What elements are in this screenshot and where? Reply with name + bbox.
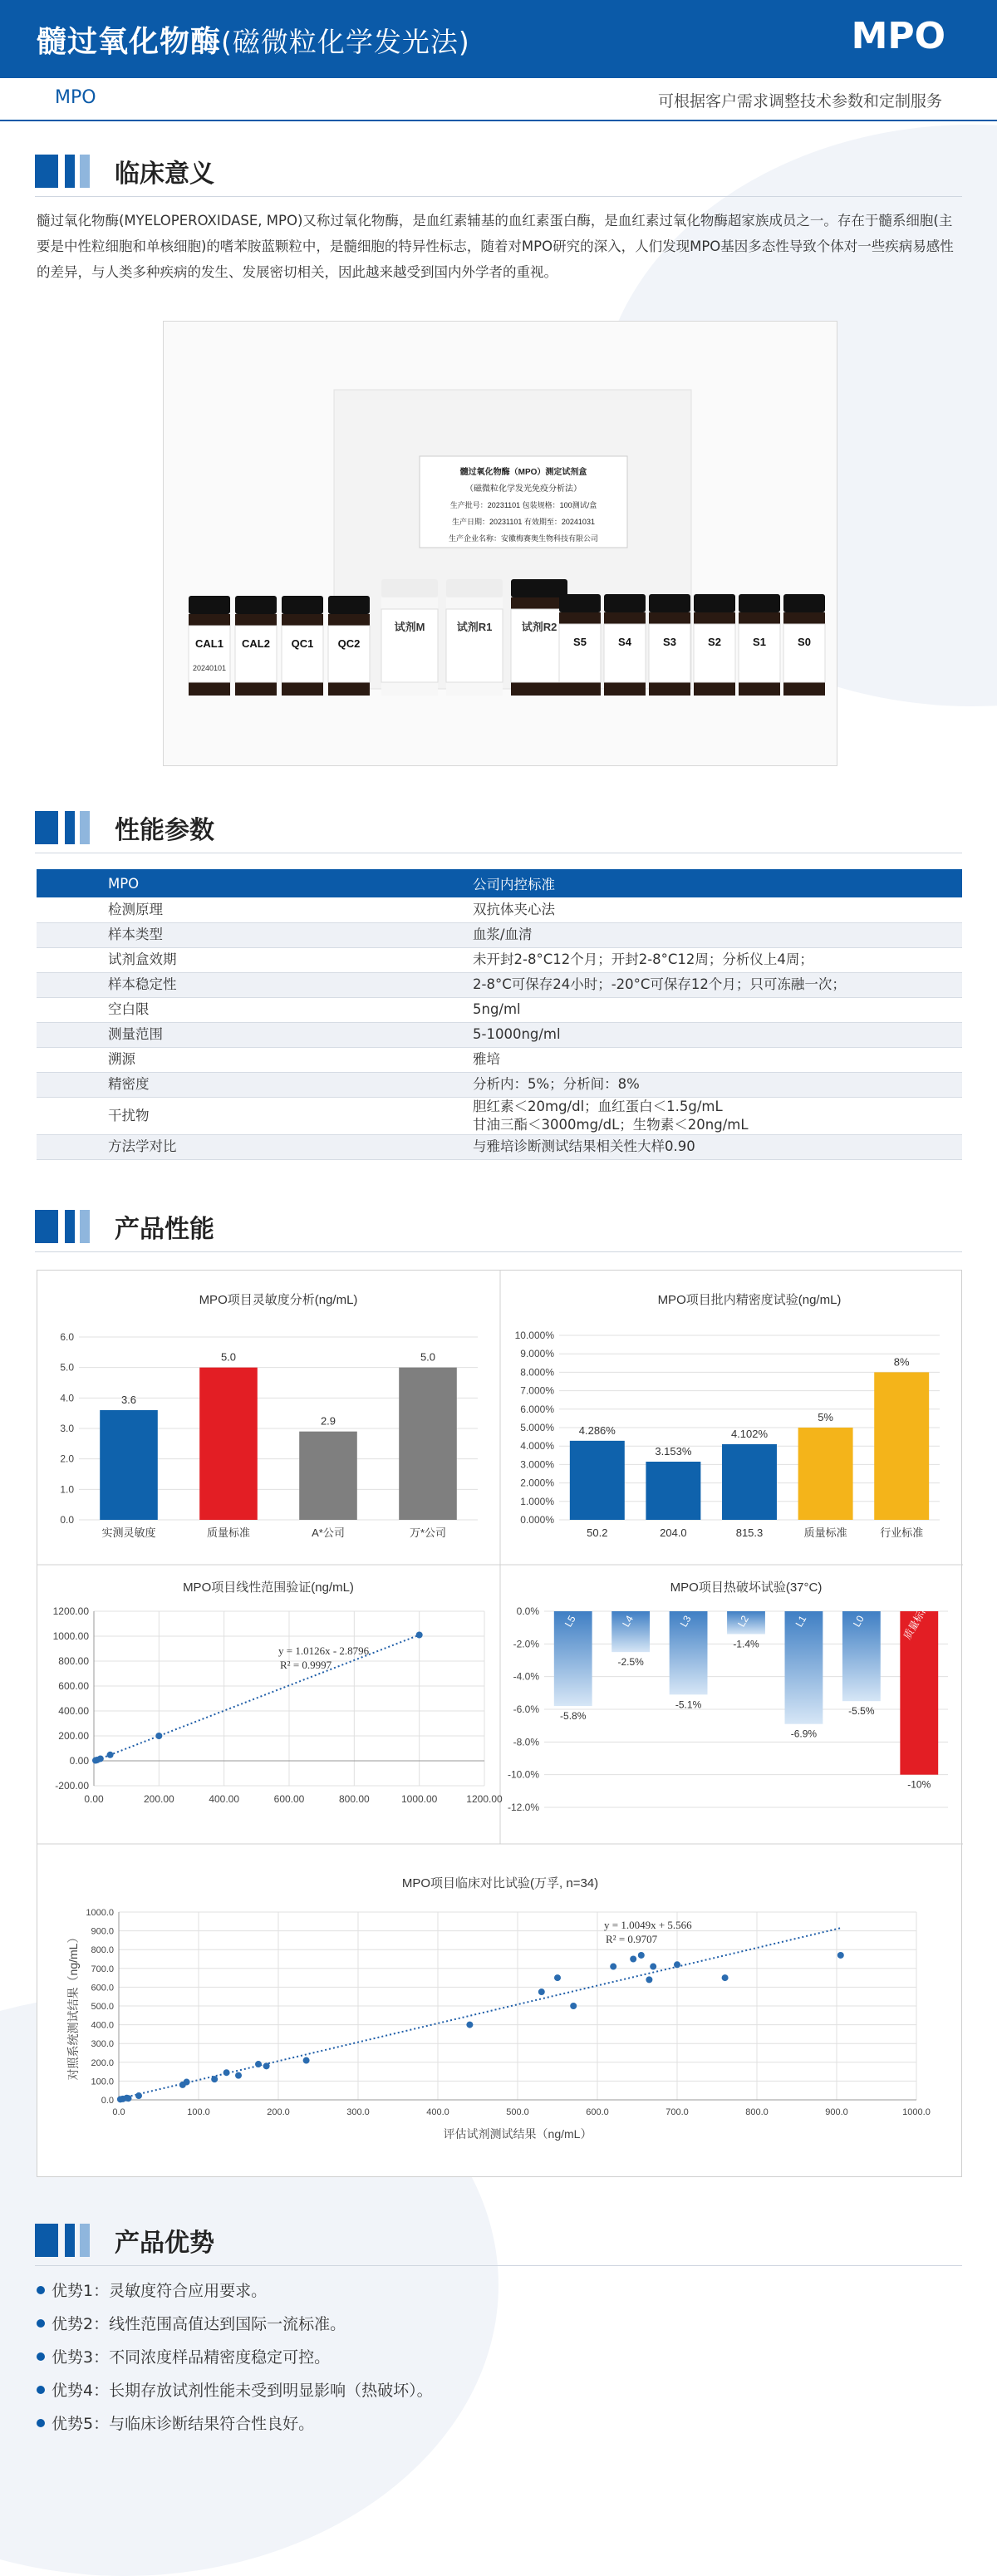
bar	[646, 1462, 700, 1520]
page-title	[37, 18, 470, 61]
vial-label	[189, 626, 230, 682]
data-label: -6.9%	[790, 1728, 818, 1740]
vial-label-text: S1	[753, 636, 766, 648]
vial-label-text: CAL2	[242, 637, 270, 650]
charts-panel	[37, 1270, 962, 2177]
data-label: 8%	[893, 1355, 910, 1369]
table-header-row	[37, 869, 962, 897]
bar	[399, 1368, 457, 1520]
vial-label-text: S0	[798, 636, 811, 648]
x-axis-label: 评估试剂测试结果（ng/mL）	[443, 2127, 592, 2141]
data-label: -5.1%	[675, 1698, 702, 1711]
data-point	[211, 2076, 218, 2082]
x-tick-label: L0	[850, 1613, 867, 1630]
vial-label	[604, 624, 646, 682]
x-tick-label: 815.3	[735, 1526, 764, 1539]
vial-label-text: QC1	[291, 637, 314, 650]
y-tick-label: 0.0	[101, 2096, 114, 2106]
y-tick-label: -12.0%	[507, 1802, 539, 1813]
data-point	[125, 2095, 132, 2102]
x-tick-label: A*公司	[312, 1526, 345, 1539]
y-tick-label: -8.0%	[513, 1736, 539, 1748]
sub-header-note: 可根据客户需求调整技术参数和定制服务	[657, 92, 942, 111]
x-tick-label: 0.0	[112, 2107, 125, 2117]
y-tick-label: -10.0%	[507, 1768, 539, 1781]
table-cell: 样本稳定性	[37, 972, 450, 997]
advantage-text: 优势4：长期存放试剂性能未受到明显影响（热破坏）。	[52, 2382, 433, 2400]
y-tick-label: 9.000%	[520, 1348, 554, 1360]
advantage-text: 优势1：灵敏度符合应用要求。	[52, 2282, 268, 2300]
x-tick-label: 1200.00	[466, 1793, 503, 1805]
data-point	[837, 1952, 844, 1959]
y-tick-label: 3.000%	[520, 1458, 554, 1471]
y-tick-label: 100.0	[91, 2077, 114, 2087]
vial-label	[649, 624, 690, 682]
table-cell: 分析内：5%；分析间：8%	[450, 1072, 962, 1097]
params-table	[37, 869, 962, 1160]
data-label: 4.286%	[578, 1423, 616, 1437]
vial-label	[783, 624, 825, 682]
y-tick-label: 500.0	[91, 2002, 114, 2012]
y-axis-label: 对照系统测试结果（ng/mL）	[66, 1931, 80, 2081]
table-cell: 精密度	[37, 1072, 450, 1097]
y-tick-label: 400.0	[91, 2020, 114, 2031]
table-cell: 方法学对比	[37, 1134, 450, 1159]
data-point	[135, 2092, 142, 2099]
table-cell: 样本类型	[37, 922, 450, 947]
table-row	[37, 1072, 962, 1097]
x-tick-label: 1000.0	[902, 2107, 931, 2117]
y-tick-label: 7.000%	[520, 1384, 554, 1397]
data-point	[223, 2069, 230, 2076]
table-cell: 未开封2-8°C12个月；开封2-8°C12周；分析仪上4周；	[450, 947, 962, 972]
bullet-icon	[37, 2386, 45, 2394]
table-row	[37, 972, 962, 997]
data-point	[255, 2061, 262, 2067]
x-tick-label: 800.00	[338, 1793, 370, 1805]
data-label: -1.4%	[733, 1638, 759, 1650]
data-label: 3.6	[120, 1394, 137, 1406]
y-tick-label: 4.0	[60, 1392, 74, 1404]
y-tick-label: 0.000%	[520, 1514, 554, 1526]
advantage-text: 优势3：不同浓度样品精密度稳定可控。	[52, 2348, 331, 2367]
heading-bar-icon	[80, 2224, 90, 2257]
table-row	[37, 1097, 962, 1134]
heading-bar-icon	[80, 811, 90, 844]
clinical-paragraph: 髓过氧化物酶(MYELOPEROXIDASE, MPO)又称过氧化物酶，是血红素辅基的血红素蛋白酶，是血红素过氧化物酶超家族成员之一。存在于髓系细胞(主要是中性粒细胞和单核细胞)的嗜苯胺蓝颗粒中，是髓细胞的特异性标志，随着对MPO研究的深入，人们发现MPO基因多态性导致个体对一些疾病易感性的差异，与人类多种疾病的发生、发展密切相关，因此越来越受到国内外学者的重视。	[37, 213, 954, 280]
table-cell: 干扰物	[37, 1097, 450, 1134]
bar	[798, 1428, 853, 1520]
sub-header-product: MPO	[55, 87, 96, 108]
y-tick-label: 8.000%	[520, 1366, 554, 1379]
kit-label-line: 生产企业名称：安徽梅赛奥生物科技有限公司	[448, 534, 599, 543]
x-tick-label: 600.00	[273, 1793, 305, 1805]
x-tick-label: 实测灵敏度	[101, 1526, 156, 1539]
table-row	[37, 1022, 962, 1047]
data-point	[184, 2079, 190, 2086]
product-photo	[163, 321, 837, 766]
vial-cap	[189, 596, 230, 614]
y-tick-label: -200.00	[55, 1780, 89, 1792]
data-point	[554, 1974, 561, 1981]
x-tick-label: 质量标准	[901, 1600, 931, 1642]
data-label: -10%	[907, 1778, 931, 1791]
y-tick-label: 6.0	[60, 1331, 74, 1343]
y-tick-label: 700.0	[91, 1964, 114, 1974]
y-tick-label: 0.0	[60, 1514, 74, 1526]
thermal-stability-chart	[508, 1580, 948, 1813]
data-point	[674, 1961, 680, 1968]
section-divider	[35, 1251, 962, 1252]
data-point	[630, 1956, 636, 1963]
bullet-icon	[37, 2419, 45, 2427]
x-tick-label: 200.0	[267, 2107, 290, 2117]
data-label: 5%	[818, 1411, 833, 1423]
data-point	[235, 2072, 242, 2079]
y-tick-label: 800.00	[58, 1655, 89, 1667]
data-point	[155, 1733, 162, 1739]
data-label: 5.0	[220, 1350, 237, 1364]
data-label: 4.102%	[730, 1427, 769, 1440]
bullet-icon	[37, 2319, 45, 2328]
heading-bar-icon	[80, 155, 90, 188]
vial-label-text: QC2	[337, 637, 361, 650]
section-divider	[35, 196, 962, 197]
table-header-cell: MPO	[37, 869, 450, 897]
x-tick-label: L1	[793, 1613, 809, 1630]
table-cell: 双抗体夹心法	[450, 897, 962, 922]
section-title: 产品性能	[115, 1215, 214, 1244]
data-label: 2.9	[320, 1414, 336, 1428]
x-tick-label: 200.00	[143, 1793, 174, 1805]
vial-label	[739, 624, 780, 682]
data-point	[722, 1974, 729, 1981]
y-tick-label: 1200.00	[52, 1605, 89, 1617]
data-point	[303, 2057, 310, 2064]
vial-label-text: S4	[618, 636, 631, 648]
y-tick-label: 400.00	[58, 1705, 89, 1717]
y-tick-label: -4.0%	[513, 1670, 539, 1683]
x-tick-label: 400.0	[426, 2107, 449, 2117]
section-title: 性能参数	[115, 816, 214, 845]
bullet-icon	[37, 2352, 45, 2361]
kit-label-line: 髓过氧化物酶（MPO）测定试剂盒	[459, 468, 587, 477]
data-point	[538, 1989, 545, 1995]
kit-label-line: 生产批号：20231101 包装规格：100测试/盒	[449, 501, 597, 509]
x-tick-label: 204.0	[660, 1526, 687, 1539]
trend-r2: R² = 0.9707	[606, 1933, 658, 1945]
data-label: -5.5%	[848, 1705, 875, 1718]
kit-label-line: 生产日期：20231101 有效期至：20241031	[452, 518, 595, 526]
chart-title: MPO项目临床对比试验(万孚, n=34)	[401, 1876, 599, 1890]
data-point	[416, 1632, 423, 1639]
y-tick-label: -6.0%	[513, 1703, 539, 1715]
vial-label	[235, 626, 277, 682]
vial-cap	[511, 579, 567, 597]
linearity-chart	[53, 1580, 503, 1805]
y-tick-label: 5.000%	[520, 1422, 554, 1433]
vial-label-text: 试剂M	[394, 621, 425, 633]
heading-bar-icon	[35, 811, 58, 844]
x-tick-label: L4	[620, 1613, 636, 1630]
data-point	[570, 2003, 577, 2009]
table-cell: 血浆/血清	[450, 922, 962, 947]
trend-r2: R² = 0.9997	[280, 1659, 332, 1671]
vial-label-text: CAL1	[195, 637, 223, 650]
table-cell: 检测原理	[37, 897, 450, 922]
chart-title: MPO项目批内精密度试验(ng/mL)	[657, 1293, 842, 1307]
x-tick-label: 900.0	[825, 2107, 848, 2117]
x-tick-label: 500.0	[506, 2107, 529, 2117]
clinical-comparison-chart	[66, 1876, 931, 2141]
y-tick-label: 600.0	[91, 1983, 114, 1993]
x-tick-label: 行业标准	[880, 1526, 924, 1539]
table-row	[37, 1047, 962, 1072]
heading-bar-icon	[65, 155, 75, 188]
vial-cap	[559, 594, 601, 612]
vial-label	[694, 624, 735, 682]
data-label: 5.0	[420, 1350, 436, 1364]
table-header-cell: 公司内控标准	[450, 869, 962, 897]
bullet-icon	[37, 2286, 45, 2294]
x-tick-label: 质量标准	[206, 1526, 251, 1539]
vial-cap	[282, 596, 323, 614]
y-tick-label: 6.000%	[520, 1403, 554, 1415]
data-point	[263, 2062, 270, 2069]
page-title-main: 髓过氧化物酶	[37, 25, 222, 59]
vial-label-text: 试剂R1	[456, 621, 493, 633]
bar	[785, 1611, 823, 1724]
vial-cap	[446, 579, 503, 597]
advantage-item	[37, 2279, 267, 2301]
vial-cap	[381, 579, 438, 597]
table-cell: 溯源	[37, 1047, 450, 1072]
y-tick-label: 1.000%	[520, 1495, 554, 1507]
table-cell: 测量范围	[37, 1022, 450, 1047]
advantage-item	[37, 2378, 433, 2401]
x-tick-label: 1000.00	[400, 1793, 438, 1805]
heading-bar-icon	[65, 2224, 75, 2257]
y-tick-label: 10.000%	[514, 1330, 554, 1341]
vial-label-text: S2	[708, 636, 721, 648]
advantage-item	[37, 2312, 346, 2334]
x-tick-label: 600.0	[586, 2107, 609, 2117]
vial-cap	[604, 594, 646, 612]
bar	[874, 1372, 929, 1520]
table-cell: 与雅培诊断测试结果相关性大样0.90	[450, 1134, 962, 1159]
x-tick-label: 50.2	[587, 1526, 608, 1539]
vial-cap	[694, 594, 735, 612]
y-tick-label: 200.00	[58, 1730, 89, 1742]
x-tick-label: L2	[735, 1613, 751, 1630]
y-tick-label: 2.000%	[520, 1477, 554, 1489]
x-tick-label: 700.0	[665, 2107, 689, 2117]
data-label: -5.8%	[560, 1710, 587, 1723]
vial-label-text: 试剂R2	[521, 621, 557, 633]
data-point	[650, 1964, 656, 1970]
product-photo-illustration	[164, 322, 838, 767]
table-row	[37, 947, 962, 972]
table-cell: 2-8°C可保存24小时；-20°C可保存12个月；只可冻融一次；	[450, 972, 962, 997]
advantage-text: 优势5：与临床诊断结果符合性良好。	[52, 2415, 315, 2433]
y-tick-label: 1000.0	[86, 1908, 114, 1918]
data-point	[646, 1976, 652, 1983]
y-tick-label: 1000.00	[52, 1630, 89, 1642]
table-cell: 试剂盒效期	[37, 947, 450, 972]
chart-title: MPO项目线性范围验证(ng/mL)	[183, 1581, 354, 1595]
trend-line	[94, 1635, 420, 1762]
table-row	[37, 997, 962, 1022]
section-divider	[35, 2265, 962, 2266]
y-tick-label: 5.0	[60, 1361, 74, 1374]
x-tick-label: 100.0	[187, 2107, 210, 2117]
table-cell: 雅培	[450, 1047, 962, 1072]
header-product-code: MPO	[851, 15, 945, 57]
data-point	[610, 1964, 616, 1970]
bar	[199, 1368, 258, 1520]
y-tick-label: 0.00	[69, 1755, 89, 1767]
y-tick-label: 600.00	[58, 1680, 89, 1692]
data-point	[638, 1952, 645, 1959]
vial-cap	[739, 594, 780, 612]
y-tick-label: 3.0	[60, 1423, 74, 1434]
y-tick-label: -2.0%	[513, 1638, 539, 1650]
x-tick-label: 400.00	[209, 1793, 240, 1805]
table-cell: 5ng/ml	[450, 997, 962, 1022]
data-point	[97, 1755, 104, 1762]
table-row	[37, 922, 962, 947]
heading-bar-icon	[65, 1210, 75, 1243]
y-tick-label: 1.0	[60, 1483, 74, 1496]
x-tick-label: 万*公司	[409, 1526, 447, 1539]
y-tick-label: 2.0	[60, 1453, 74, 1465]
y-tick-label: 300.0	[91, 2039, 114, 2050]
bar	[722, 1444, 777, 1520]
precision-chart	[515, 1292, 940, 1539]
data-point	[466, 2022, 473, 2028]
x-tick-label: 800.0	[745, 2107, 769, 2117]
table-cell: 5-1000ng/ml	[450, 1022, 962, 1047]
table-cell: 胆红素＜20mg/dl；血红蛋白＜1.5g/mL 甘油三酯＜3000mg/dL；生物素＜20ng/mL	[450, 1097, 962, 1134]
vial-label	[559, 624, 601, 682]
table-cell: 空白限	[37, 997, 450, 1022]
table-row	[37, 897, 962, 922]
data-label: -2.5%	[617, 1656, 644, 1669]
chart-title: MPO项目热破坏试验(37°C)	[670, 1581, 823, 1595]
vial-cap	[783, 594, 825, 612]
kit-label-line: （磁微粒化学发光免疫分析法）	[465, 484, 582, 494]
heading-bar-icon	[65, 811, 75, 844]
vial-cap	[328, 596, 370, 614]
x-tick-label: L3	[677, 1613, 694, 1630]
x-tick-label: 300.0	[346, 2107, 370, 2117]
x-tick-label: 质量标准	[803, 1526, 847, 1539]
heading-bar-icon	[80, 1210, 90, 1243]
y-tick-label: 900.0	[91, 1926, 114, 1937]
vial-cap	[649, 594, 690, 612]
y-tick-label: 800.0	[91, 1945, 114, 1956]
heading-bar-icon	[35, 1210, 58, 1243]
data-point	[107, 1752, 114, 1758]
sensitivity-chart	[60, 1292, 478, 1539]
advantage-text: 优势2：线性范围高值达到国际一流标准。	[52, 2315, 346, 2333]
heading-bar-icon	[35, 155, 58, 188]
vial-label-text: S3	[663, 636, 676, 648]
heading-bar-icon	[35, 2224, 58, 2257]
trend-equation: y = 1.0049x + 5.566	[604, 1919, 692, 1931]
bar	[299, 1432, 357, 1520]
vial-label	[328, 626, 370, 682]
bar	[570, 1441, 625, 1520]
vial-lot-text: 20240101	[193, 664, 227, 672]
trend-equation: y = 1.0126x - 2.8796	[278, 1644, 370, 1657]
y-tick-label: 200.0	[91, 2057, 114, 2068]
x-tick-label: L5	[562, 1613, 578, 1630]
x-tick-label: 0.00	[84, 1793, 104, 1805]
data-label: 3.153%	[655, 1445, 692, 1458]
y-tick-label: 0.0%	[516, 1605, 539, 1617]
section-title: 临床意义	[115, 160, 214, 189]
y-tick-label: 4.000%	[520, 1440, 554, 1453]
advantage-item	[37, 2411, 314, 2434]
advantage-item	[37, 2345, 330, 2367]
chart-title: MPO项目灵敏度分析(ng/mL)	[199, 1293, 358, 1307]
page-title-sub: (磁微粒化学发光法)	[221, 26, 470, 58]
table-row	[37, 1134, 962, 1159]
vial-label-text: S5	[573, 636, 587, 648]
bar	[100, 1410, 158, 1520]
vial-cap	[235, 596, 277, 614]
vial-label	[282, 626, 323, 682]
charts-canvas	[37, 1271, 963, 2178]
section-title: 产品优势	[115, 2229, 214, 2258]
